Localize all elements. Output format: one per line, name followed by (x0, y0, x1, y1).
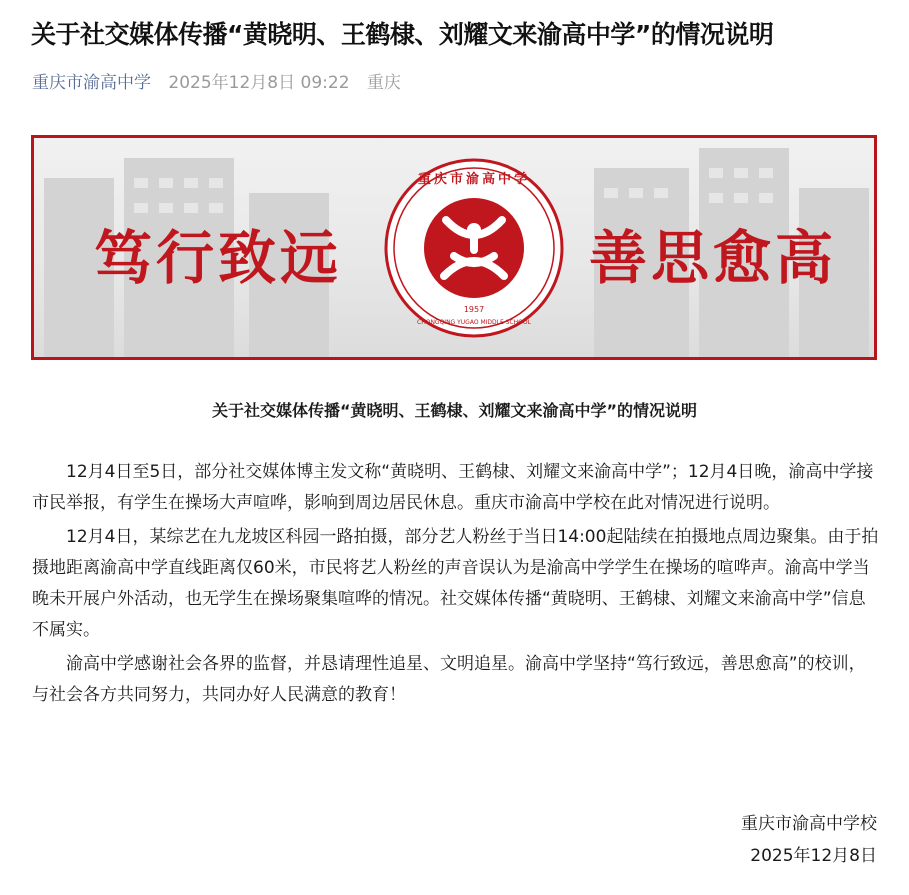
signature-name: 重庆市渝高中学校 (741, 814, 877, 834)
account-name-link[interactable]: 重庆市渝高中学 (32, 73, 151, 93)
school-logo (386, 160, 562, 336)
signature-block (741, 808, 877, 872)
content-subtitle: 关于社交媒体传播“黄晓明、王鹤棣、刘耀文来渝高中学”的情况说明 (211, 401, 698, 420)
logo-year: 1957 (463, 305, 485, 314)
slogan-right: 善思愈高 (589, 224, 838, 292)
publish-time: 2025年12月8日 09:22 (168, 73, 350, 93)
article-body (32, 457, 880, 714)
paragraph-3: 渝高中学感谢社会各界的监督，并恳请理性追星、文明追星。渝高中学坚持“笃行致远，善思愈高”的校训，与社会各方共同努力，共同办好人民满意的教育！ (32, 654, 866, 705)
signature-date: 2025年12月8日 (750, 846, 877, 866)
logo-bottom-text: CHONGQING YUGAO MIDDLE SCHOOL (417, 319, 531, 326)
publish-location: 重庆 (366, 73, 401, 93)
paragraph-1: 12月4日至5日，部分社交媒体博主发文称“黄晓明、王鹤棣、刘耀文来渝高中学”；12月4日晚，渝高中学接市民举报，有学生在操场大声喧哗，影响到周边居民休息。重庆市渝高中学校在此对情况进行说明。 (32, 462, 874, 513)
school-banner-image (31, 135, 877, 360)
paragraph-2: 12月4日，某综艺在九龙坡区科园一路拍摄，部分艺人粉丝于当日14:00起陆续在拍摄地点周边聚集。由于拍摄地距离渝高中学直线距离仅60米，市民将艺人粉丝的声音误认为是渝高中学学生在操场的喧哗声。渝高中学当晚未开展户外活动，也无学生在操场聚集喧哗的情况。社交媒体传播“黄晓明、王鹤棣、刘耀文来渝高中学”信息不属实。 (32, 527, 879, 640)
slogan-left: 笃行致远 (94, 224, 343, 292)
article-title: 关于社交媒体传播“黄晓明、王鹤棣、刘耀文来渝高中学”的情况说明 (31, 20, 774, 49)
logo-top-text: 重庆市渝高中学 (417, 172, 531, 187)
article-meta (32, 70, 401, 96)
banner-graphic (34, 138, 874, 357)
